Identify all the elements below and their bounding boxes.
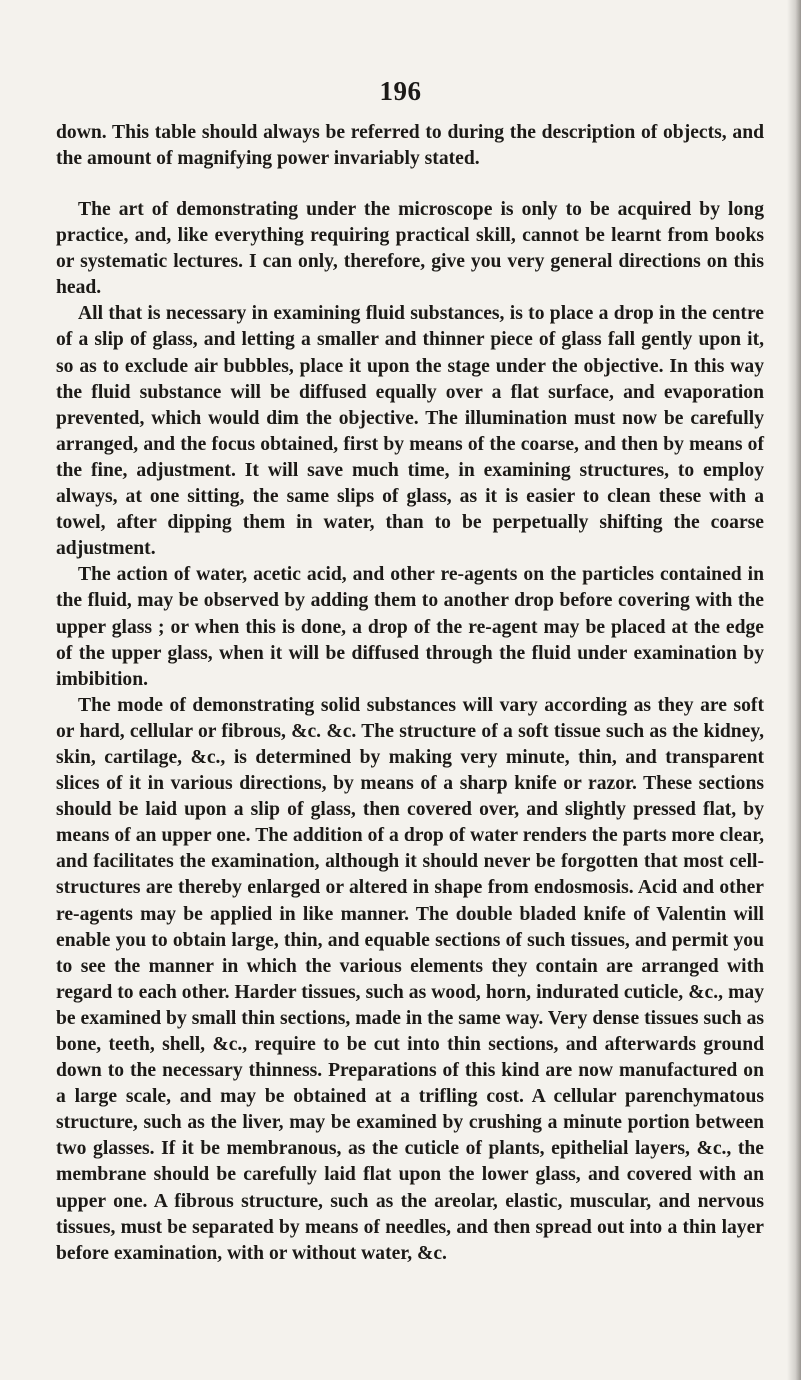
page-number: 196 bbox=[379, 76, 422, 106]
paragraph-continuation: down. This table should always be referred to during the description of objects, and the amount of magnifying power invariably stated. bbox=[56, 122, 764, 170]
page-edge-shadow bbox=[787, 0, 801, 1380]
paragraph-solid-substances: The mode of demonstrating solid substances will vary according as they are soft or hard, cellular or fibrous, &c. &c. The structure of a soft tissue such as the kidney, skin, cartilage, &c., is determined by making very minute, thin, and transparent slices of it in various directions, by means of a sharp knife or razor. These sections should be laid upon a slip of glass, then covered over, and slightly pressed flat, by means of an upper one. The addition of a drop of water renders the parts more clear, and facilitates the examination, although it should never be forgotten that most cell-structures are thereby enlarged or altered in shape from endosmosis. Acid and other re-agents may be applied in like manner. The double bladed knife of Valentin will enable you to obtain large, thin, and equable sections of such tissues, and permit you to see the manner in which the various elements they contain are arranged with regard to each other. Harder tissues, such as wood, horn, indurated cuticle, &c., may be examined by small thin sections, made in the same way. Very dense tissues such as bone, teeth, shell, &c., require to be cut into thin sections, and afterwards ground down to the necessary thinness. Preparations of this kind are now manufactured on a large scale, and may be obtained at a trifling cost. A cellular parenchymatous structure, such as the liver, may be examined by crushing a minute portion between two glasses. If it be membranous, as the cuticle of plants, epithelial layers, &c., the membrane should be carefully laid flat upon the lower glass, and covered with an upper one. A fibrous structure, such as the areolar, elastic, muscular, and nervous tissues, must be separated by means of needles, and then spread out into a thin layer before examination, with or without water, &c. bbox=[56, 694, 764, 1264]
demonstration-section bbox=[56, 197, 764, 1267]
continued-paragraph-block bbox=[56, 120, 764, 172]
paragraph-art-of-demonstrating: The art of demonstrating under the microscope is only to be acquired by long practice, and, like everything requiring practical skill, cannot be learnt from books or systematic lectures. I can only, therefore, give you very general directions on this head. bbox=[56, 199, 764, 299]
paragraph-fluid-substances: All that is necessary in examining fluid substances, is to place a drop in the centre of a slip of glass, and letting a smaller and thinner piece of glass fall gently upon it, so as to exclude air bubbles, place it upon the stage under the objective. In this way the fluid substance will be diffused equally over a flat surface, and evaporation prevented, which would dim the objective. The illumination must now be carefully arranged, and the focus obtained, first by means of the coarse, and then by means of the fine, adjustment. It will save much time, in examining structures, to employ always, at one sitting, the same slips of glass, as it is easier to clean these with a towel, after dipping them in water, than to be perpetually shifting the coarse adjustment. bbox=[56, 303, 764, 560]
paragraph-reagents: The action of water, acetic acid, and other re-agents on the particles contained in the fluid, may be observed by adding them to another drop before covering with the upper glass ; or when this is done, a drop of the re-agent may be placed at the edge of the upper glass, when it will be diffused through the fluid under examination by imbibition. bbox=[56, 564, 764, 690]
